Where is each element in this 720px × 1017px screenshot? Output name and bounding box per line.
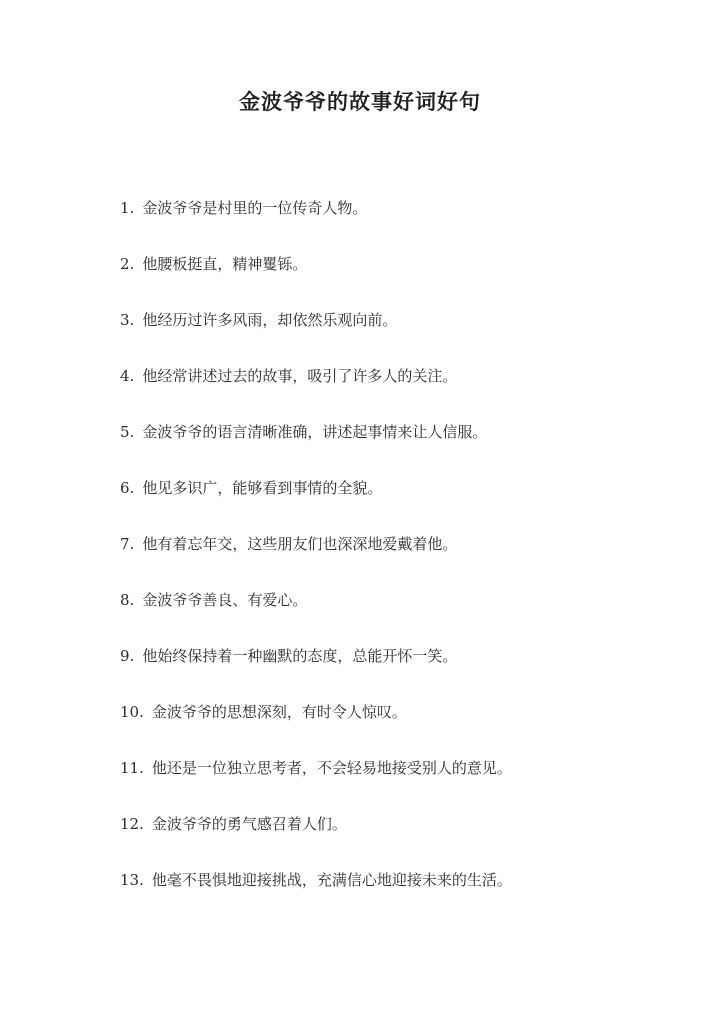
list-item — [120, 810, 680, 866]
document-title: 金波爷爷的故事好词好句 — [239, 89, 481, 114]
list-item — [120, 642, 680, 698]
item-text: 他始终保持着一种幽默的态度，总能开怀一笑。 — [142, 647, 458, 665]
item-number: 12. — [120, 815, 144, 833]
list-item — [120, 530, 680, 586]
sentence-list — [120, 194, 680, 922]
item-text: 金波爷爷的思想深刻，有时令人惊叹。 — [151, 703, 407, 721]
item-text: 他有着忘年交，这些朋友们也深深地爱戴着他。 — [142, 535, 458, 553]
item-text: 他见多识广，能够看到事情的全貌。 — [142, 479, 383, 497]
item-text: 他毫不畏惧地迎接挑战，充满信心地迎接未来的生活。 — [151, 871, 512, 889]
item-number: 13. — [120, 871, 144, 889]
item-text: 他经常讲述过去的故事，吸引了许多人的关注。 — [142, 367, 458, 385]
list-item — [120, 194, 680, 250]
item-number: 1. — [120, 199, 135, 217]
item-number: 9. — [120, 647, 135, 665]
item-number: 3. — [120, 311, 135, 329]
list-item — [120, 698, 680, 754]
list-item — [120, 362, 680, 418]
item-text: 金波爷爷是村里的一位传奇人物。 — [142, 199, 368, 217]
item-number: 2. — [120, 255, 135, 273]
list-item — [120, 754, 680, 810]
item-number: 7. — [120, 535, 135, 553]
item-number: 8. — [120, 591, 135, 609]
list-item — [120, 866, 680, 922]
item-number: 4. — [120, 367, 135, 385]
item-number: 5. — [120, 423, 135, 441]
item-number: 10. — [120, 703, 144, 721]
item-text: 他还是一位独立思考者，不会轻易地接受别人的意见。 — [151, 759, 512, 777]
item-number: 6. — [120, 479, 135, 497]
list-item — [120, 474, 680, 530]
list-item — [120, 418, 680, 474]
list-item — [120, 586, 680, 642]
item-text: 金波爷爷善良、有爱心。 — [142, 591, 308, 609]
item-text: 他经历过许多风雨，却依然乐观向前。 — [142, 311, 398, 329]
list-item — [120, 250, 680, 306]
item-number: 11. — [120, 759, 144, 777]
item-text: 金波爷爷的语言清晰准确，讲述起事情来让人信服。 — [142, 423, 488, 441]
list-item — [120, 306, 680, 362]
item-text: 金波爷爷的勇气感召着人们。 — [151, 815, 347, 833]
item-text: 他腰板挺直，精神矍铄。 — [142, 255, 308, 273]
